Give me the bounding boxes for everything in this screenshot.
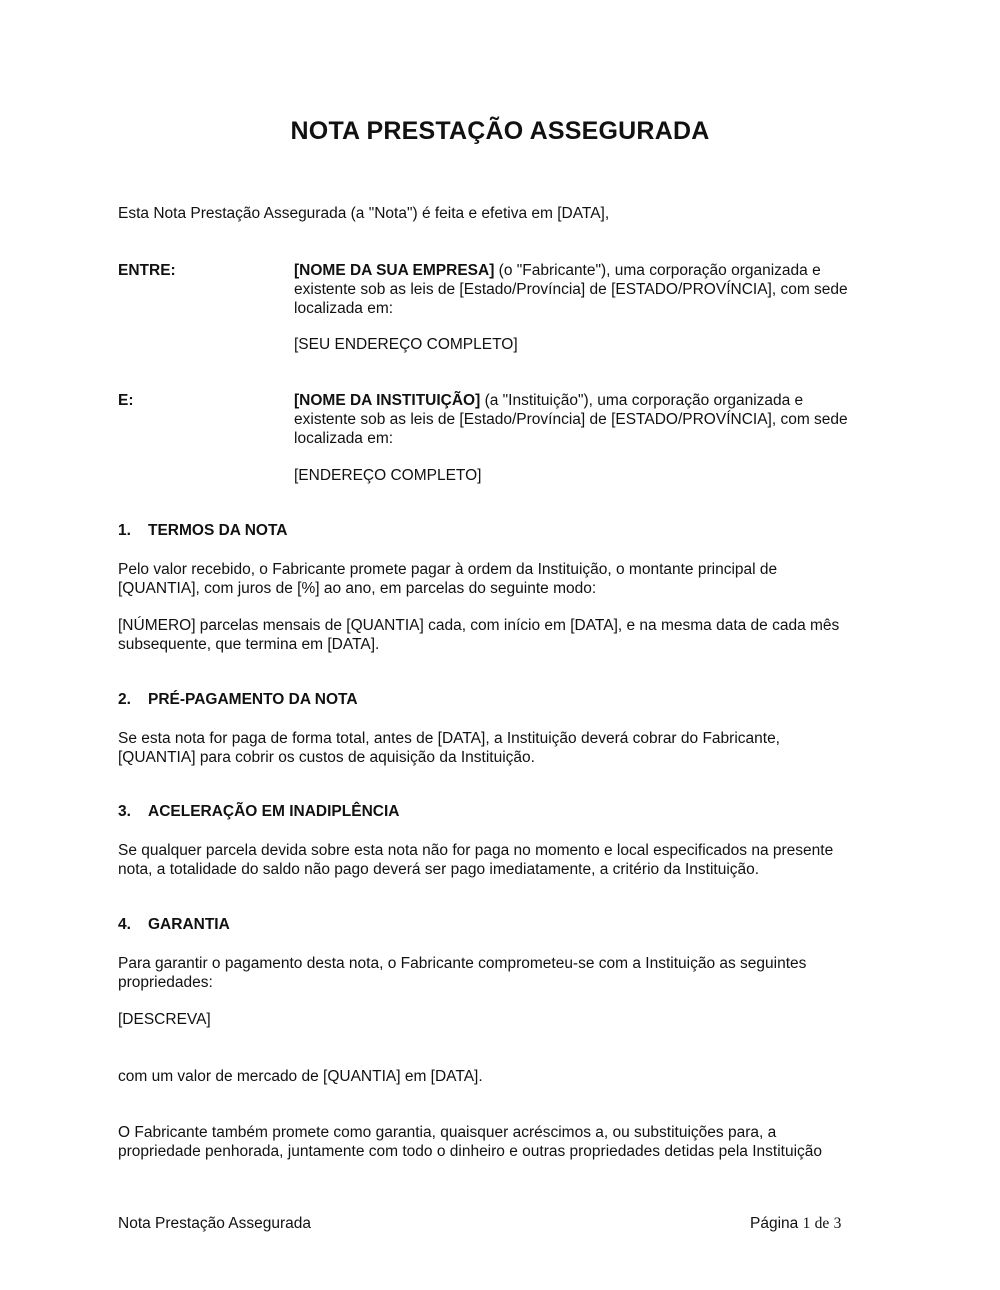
- intro-paragraph: Esta Nota Prestação Assegurada (a "Nota") é feita e efetiva em [DATA],: [118, 205, 610, 222]
- section-1-text: Pelo valor recebido, o Fabricante promete pagar à ordem da Instituição, o montante principal de: [118, 561, 778, 578]
- section-2-text: Se esta nota for paga de forma total, antes de [DATA], a Instituição deverá cobrar do Fabricante,: [118, 730, 780, 747]
- footer-title: Nota Prestação Assegurada: [118, 1215, 312, 1232]
- page-number: Página 1 de 3: [750, 1215, 842, 1232]
- institution-address-placeholder: [ENDEREÇO COMPLETO]: [294, 467, 482, 484]
- section-1-text: [QUANTIA], com juros de [%] ao ano, em parcelas do seguinte modo:: [118, 580, 597, 597]
- party-line: [NOME DA SUA EMPRESA] (o "Fabricante"), uma corporação organizada e: [294, 262, 821, 279]
- party-line: localizada em:: [294, 430, 394, 447]
- section-1-text: [NÚMERO] parcelas mensais de [QUANTIA] cada, com início em [DATA], e na mesma data de cada mês: [118, 617, 840, 634]
- institution-name-placeholder: [NOME DA INSTITUIÇÃO]: [294, 392, 481, 409]
- party-line: existente sob as leis de [Estado/Província] de [ESTADO/PROVÍNCIA], com sede: [294, 411, 848, 428]
- section-heading-3: 3. ACELERAÇÃO EM INADIPLÊNCIA: [118, 803, 400, 820]
- section-4-text: com um valor de mercado de [QUANTIA] em [DATA].: [118, 1068, 483, 1085]
- party-line: localizada em:: [294, 300, 394, 317]
- party-label-entre: ENTRE:: [118, 262, 176, 279]
- section-4-text: propriedade penhorada, juntamente com todo o dinheiro e outras propriedades detidas pela Instituição: [118, 1143, 823, 1160]
- company-address-placeholder: [SEU ENDEREÇO COMPLETO]: [294, 336, 518, 353]
- section-3-text: nota, a totalidade do saldo não pago deverá ser pago imediatamente, a critério da Instituição.: [118, 861, 760, 878]
- section-heading-2: 2. PRÉ-PAGAMENTO DA NOTA: [118, 691, 358, 708]
- document-title: NOTA PRESTAÇÃO ASSEGURADA: [290, 117, 710, 145]
- section-4-text: O Fabricante também promete como garantia, quaisquer acréscimos a, ou substituições para, a: [118, 1124, 777, 1141]
- section-1-text: subsequente, que termina em [DATA].: [118, 636, 380, 653]
- party-line: existente sob as leis de [Estado/Província] de [ESTADO/PROVÍNCIA], com sede: [294, 281, 848, 298]
- party-label-e: E:: [118, 392, 134, 409]
- party-line: [NOME DA INSTITUIÇÃO] (a "Instituição"), uma corporação organizada e: [294, 392, 804, 409]
- describe-placeholder: [DESCREVA]: [118, 1011, 211, 1028]
- company-name-placeholder: [NOME DA SUA EMPRESA]: [294, 262, 495, 279]
- section-3-text: Se qualquer parcela devida sobre esta nota não for paga no momento e local especificados na presente: [118, 842, 834, 859]
- section-heading-1: 1. TERMOS DA NOTA: [118, 522, 288, 539]
- section-4-text: propriedades:: [118, 974, 213, 991]
- section-heading-4: 4. GARANTIA: [118, 916, 230, 933]
- section-2-text: [QUANTIA] para cobrir os custos de aquisição da Instituição.: [118, 749, 535, 766]
- section-4-text: Para garantir o pagamento desta nota, o Fabricante comprometeu-se com a Instituição as seguintes: [118, 955, 807, 972]
